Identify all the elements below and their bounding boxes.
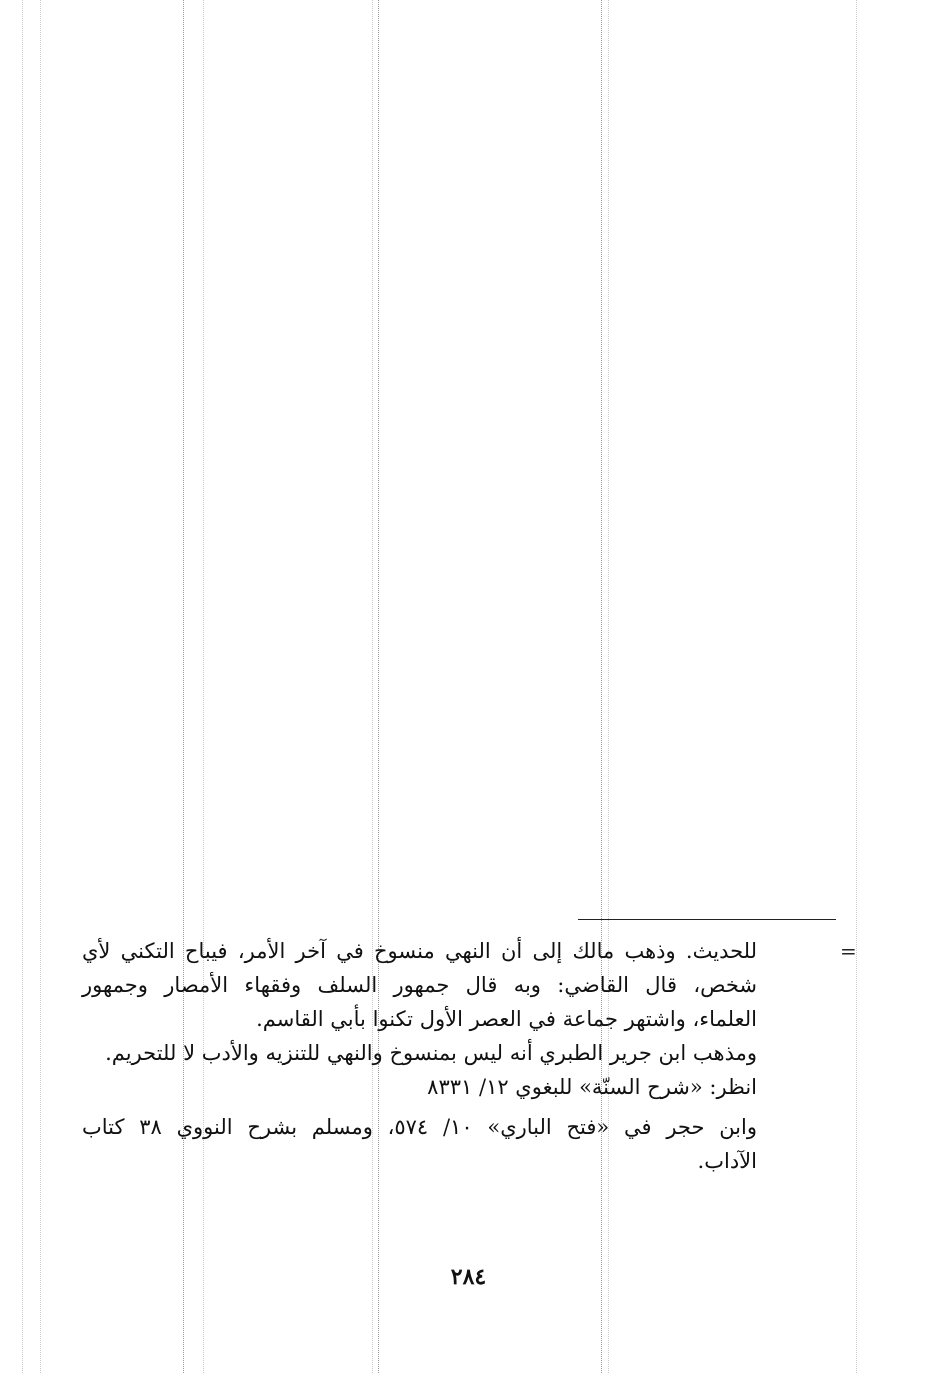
footnote-line: وابن حجر في «فتح الباري» ١٠/ ٥٧٤، ومسلم بشرح النووي ٣٨ كتاب — [82, 1115, 757, 1139]
scan-guide — [856, 0, 857, 1373]
continuation-mark: = — [840, 939, 857, 963]
footnote-line: شخص، قال القاضي: وبه قال جمهور السلف وفقهاء الأمصار وجمهور — [82, 973, 757, 997]
footnote-separator-rule — [578, 919, 836, 920]
scan-guide — [40, 0, 41, 1373]
footnote-line: انظر: «شرح السنّة» للبغوي ١٢/ ٨٣٣١ — [427, 1075, 757, 1099]
footnote-line: للحديث. وذهب مالك إلى أن النهي منسوخ في آخر الأمر، فيباح التكني لأي — [82, 939, 757, 963]
page-number: ٢٨٤ — [450, 1264, 487, 1290]
footnote-line: الآداب. — [697, 1149, 757, 1173]
footnote-text — [82, 934, 757, 1178]
footnote-line: العلماء، واشتهر جماعة في العصر الأول تكنوا بأبي القاسم. — [256, 1007, 757, 1031]
footnote-line: ومذهب ابن جرير الطبري أنه ليس بمنسوخ والنهي للتنزيه والأدب لا للتحريم. — [105, 1041, 757, 1065]
scan-guide — [22, 0, 23, 1373]
